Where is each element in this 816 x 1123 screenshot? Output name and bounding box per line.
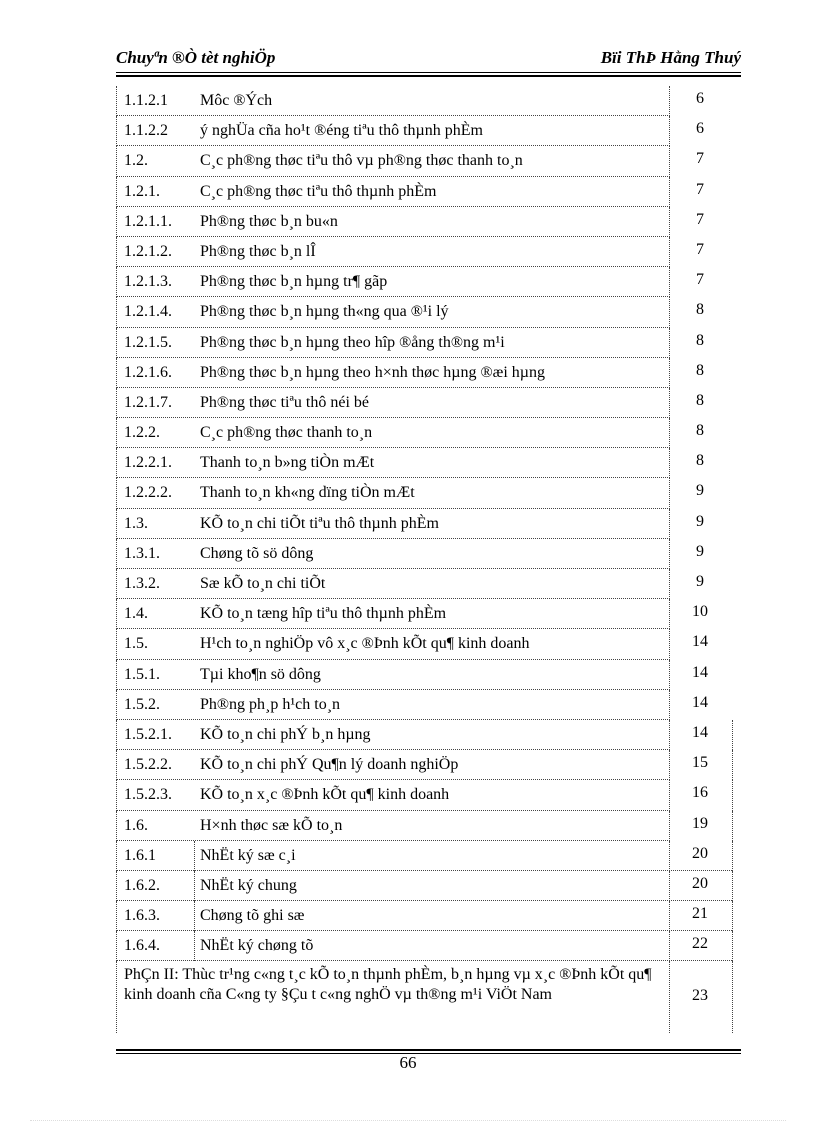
toc-row <box>116 599 732 629</box>
toc-number: 1.5.2.2. <box>124 756 172 774</box>
toc-page: 9 <box>696 512 704 530</box>
toc-page: 7 <box>696 271 704 289</box>
toc-page: 9 <box>696 573 704 590</box>
toc-left-border <box>116 841 117 871</box>
toc-row <box>116 116 732 146</box>
toc-title: KÕ to¸n x¸c ®Þnh kÕt qu¶ kinh doanh <box>200 786 450 804</box>
toc-number: 1.2.1.1. <box>124 212 172 230</box>
toc-page-divider <box>669 961 670 1033</box>
toc-page-divider <box>669 478 670 508</box>
toc-title: Sæ kÕ to¸n chi tiÕt <box>200 575 326 592</box>
toc-left-border <box>116 388 117 418</box>
toc-number: 1.6.2. <box>124 876 160 894</box>
toc-number: 1.5.2.1. <box>124 725 172 743</box>
toc-row <box>116 569 732 599</box>
page-bottom-edge <box>30 1120 786 1121</box>
toc-row <box>116 448 732 478</box>
toc-row <box>116 207 732 237</box>
toc-left-border <box>116 207 117 237</box>
toc-row <box>116 690 732 720</box>
toc-left-border <box>116 629 117 659</box>
toc-title: Tµi kho¶n sö dông <box>200 665 321 683</box>
toc-title: NhËt ký sæ c¸i <box>200 846 296 864</box>
toc-number: 1.5.2. <box>124 695 160 713</box>
toc-left-border <box>116 328 117 358</box>
toc-title: Ph®ng thøc b¸n hµng theo h×nh thøc hµng ®æi hµng <box>200 363 545 381</box>
toc-page-divider <box>669 841 670 871</box>
toc-row <box>116 841 732 871</box>
footer-rule-thick <box>116 1049 741 1051</box>
toc-row <box>116 629 732 659</box>
toc-title: Ph®ng thøc b¸n hµng theo hîp ®ång th®ng m¹i <box>200 333 505 351</box>
toc-number: 1.5.1. <box>124 665 160 683</box>
toc-row <box>116 388 732 418</box>
toc-row <box>116 418 732 448</box>
toc-page-divider <box>669 448 670 478</box>
toc-page: 19 <box>692 814 708 832</box>
toc-page-divider <box>669 720 670 750</box>
toc-left-border <box>116 871 117 901</box>
toc-left-border <box>116 237 117 267</box>
header-rule-thick <box>116 75 741 77</box>
toc-row <box>116 871 732 901</box>
toc-page: 10 <box>692 603 708 621</box>
toc-page: 9 <box>696 482 704 500</box>
toc-number: 1.2. <box>124 152 148 170</box>
toc-left-border <box>116 811 117 841</box>
toc-left-border <box>116 569 117 599</box>
header-title: Chuyªn ®Ò tèt nghiÖp <box>116 48 276 67</box>
toc-left-border <box>116 267 117 297</box>
toc-left-border <box>116 478 117 508</box>
toc-title: Ph®ng thøc b¸n hµng th«ng qua ®¹i lý <box>200 303 449 321</box>
toc-page-divider <box>669 750 670 780</box>
toc-page-divider <box>669 629 670 659</box>
toc-column-divider <box>194 841 195 871</box>
header-rule <box>116 72 741 73</box>
toc-page: 20 <box>692 844 708 862</box>
toc-page: 8 <box>696 361 704 379</box>
toc-row <box>116 750 732 780</box>
toc-title: Môc ®Ých <box>200 92 273 109</box>
toc-page: 8 <box>696 301 704 319</box>
toc-page-divider <box>669 388 670 418</box>
toc-title: Ph®ng thøc tiªu thô néi bé <box>200 393 369 411</box>
toc-left-border <box>116 901 117 931</box>
toc-page: 7 <box>696 210 704 228</box>
toc-page-divider <box>669 690 670 720</box>
toc-row <box>116 780 732 810</box>
toc-row <box>116 478 732 508</box>
toc-title: Chøng tõ ghi sæ <box>200 907 305 925</box>
toc-page: 23 <box>692 987 708 1005</box>
toc-right-border <box>732 750 733 780</box>
toc-row <box>116 901 732 931</box>
toc-page: 20 <box>692 874 708 892</box>
toc-page-divider <box>669 116 670 146</box>
toc-left-border <box>116 86 117 116</box>
toc-number: 1.3.2. <box>124 575 160 592</box>
toc-title: C¸c ph®ng thøc tiªu thô vµ ph®ng thøc thanh to¸n <box>200 152 523 170</box>
toc-title: H¹ch to¸n nghiÖp vô x¸c ®Þnh kÕt qu¶ kinh doanh <box>200 635 530 653</box>
toc-number: 1.6.4. <box>124 937 160 955</box>
toc-page-divider <box>669 328 670 358</box>
toc-right-border <box>732 871 733 901</box>
toc-page: 14 <box>692 633 708 651</box>
toc-page: 8 <box>696 452 704 470</box>
toc-left-border <box>116 418 117 448</box>
page-header <box>116 48 741 72</box>
toc-page-divider <box>669 297 670 327</box>
toc-right-border <box>732 720 733 750</box>
toc-left-border <box>116 146 117 176</box>
toc-page-divider <box>669 871 670 901</box>
toc-number: 1.4. <box>124 605 148 623</box>
toc-title: PhÇn II: Thùc tr¹ng c«ng t¸c kÕ to¸n thµnh phÈm, b¸n hµng vµ x¸c ®Þnh kÕt qu¶ kinh doanh cña C«ng ty §Çu t c«ng nghÖ vµ th®ng m¹i ViÖt Nam <box>124 966 652 1004</box>
toc-page: 14 <box>692 723 708 741</box>
toc-page: 9 <box>696 542 704 560</box>
toc-page-divider <box>669 509 670 539</box>
toc-page-divider <box>669 418 670 448</box>
toc-row <box>116 146 732 176</box>
toc-row <box>116 267 732 297</box>
toc-title: KÕ to¸n chi phÝ b¸n hµng <box>200 725 371 743</box>
toc-title: Thanh to¸n kh«ng dïng tiÒn mÆt <box>200 484 415 502</box>
toc-page: 7 <box>696 150 704 168</box>
toc-page: 21 <box>692 905 708 923</box>
toc-left-border <box>116 448 117 478</box>
toc-number: 1.5. <box>124 635 148 653</box>
toc-left-border <box>116 116 117 146</box>
toc-page-divider <box>669 237 670 267</box>
toc-title: Ph®ng thøc b¸n hµng tr¶ gãp <box>200 273 388 291</box>
toc-left-border <box>116 297 117 327</box>
toc-title: NhËt ký chung <box>200 876 297 894</box>
toc-row <box>116 811 732 841</box>
toc-page-divider <box>669 931 670 961</box>
toc-row-part-ii <box>116 961 732 1033</box>
toc-row <box>116 660 732 690</box>
toc-page: 7 <box>696 240 704 258</box>
toc-number: 1.6.1 <box>124 846 156 864</box>
toc-title: KÕ to¸n tæng hîp tiªu thô thµnh phÈm <box>200 605 447 623</box>
toc-page: 7 <box>696 180 704 198</box>
toc-right-border <box>732 811 733 841</box>
toc-page-divider <box>669 146 670 176</box>
toc-title: Chøng tõ sö dông <box>200 544 314 562</box>
toc-number: 1.2.1.2. <box>124 242 172 260</box>
toc-left-border <box>116 961 117 1033</box>
toc-right-border <box>732 931 733 961</box>
toc-left-border <box>116 358 117 388</box>
toc-column-divider <box>194 901 195 931</box>
toc-left-border <box>116 720 117 750</box>
toc-page: 8 <box>696 391 704 409</box>
toc-page-divider <box>669 177 670 207</box>
toc-number: 1.1.2.2 <box>124 122 168 140</box>
toc-right-border <box>732 961 733 1033</box>
toc-page-divider <box>669 811 670 841</box>
toc-page-divider <box>669 599 670 629</box>
toc-number: 1.2.1.6. <box>124 363 172 381</box>
toc-page-divider <box>669 207 670 237</box>
toc-row <box>116 177 732 207</box>
toc-number: 1.6.3. <box>124 907 160 925</box>
toc-row <box>116 86 732 116</box>
toc-page: 8 <box>696 331 704 349</box>
toc-number: 1.2.1.5. <box>124 333 172 351</box>
toc-row <box>116 328 732 358</box>
toc-page-divider <box>669 569 670 599</box>
toc-row <box>116 237 732 267</box>
toc-page: 16 <box>692 784 708 802</box>
toc-page-divider <box>669 901 670 931</box>
toc-page: 22 <box>692 935 708 953</box>
toc-page: 14 <box>692 663 708 681</box>
toc-left-border <box>116 750 117 780</box>
toc-row <box>116 358 732 388</box>
toc-page-divider <box>669 267 670 297</box>
toc-number: 1.3.1. <box>124 544 160 562</box>
toc-left-border <box>116 177 117 207</box>
toc-title: ý nghÜa cña ho¹t ®éng tiªu thô thµnh phÈm <box>200 122 483 140</box>
toc-number: 1.2.2.1. <box>124 454 172 472</box>
toc-column-divider <box>194 871 195 901</box>
toc-number: 1.2.2.2. <box>124 484 172 502</box>
toc-title: Ph®ng thøc b¸n lÎ <box>200 242 316 260</box>
toc-page: 14 <box>692 693 708 711</box>
toc-title: Thanh to¸n b»ng tiÒn mÆt <box>200 454 375 472</box>
page-number: 66 <box>399 1053 417 1072</box>
toc-right-border <box>732 901 733 931</box>
toc-number: 1.2.1. <box>124 182 160 200</box>
toc-column-divider <box>194 931 195 961</box>
toc-number: 1.2.1.7. <box>124 393 172 411</box>
toc-title: H×nh thøc sæ kÕ to¸n <box>200 816 343 834</box>
toc-page-divider <box>669 539 670 569</box>
toc-left-border <box>116 599 117 629</box>
toc-right-border <box>732 841 733 871</box>
toc-left-border <box>116 690 117 720</box>
toc-title: Ph®ng thøc b¸n bu«n <box>200 212 338 230</box>
toc-number: 1.5.2.3. <box>124 786 172 804</box>
toc-page-divider <box>669 780 670 810</box>
toc-left-border <box>116 780 117 810</box>
table-of-contents <box>116 86 732 1033</box>
toc-title: C¸c ph®ng thøc tiªu thô thµnh phÈm <box>200 182 437 200</box>
toc-row <box>116 509 732 539</box>
toc-row <box>116 539 732 569</box>
toc-row <box>116 297 732 327</box>
toc-page: 8 <box>696 422 704 440</box>
toc-row <box>116 720 732 750</box>
toc-number: 1.3. <box>124 514 148 532</box>
toc-row <box>116 931 732 961</box>
toc-title: C¸c ph®ng thøc thanh to¸n <box>200 424 373 442</box>
toc-right-border <box>732 780 733 810</box>
toc-number: 1.1.2.1 <box>124 92 168 109</box>
toc-page: 6 <box>696 90 704 107</box>
toc-left-border <box>116 931 117 961</box>
toc-page-divider <box>669 358 670 388</box>
toc-left-border <box>116 509 117 539</box>
toc-number: 1.6. <box>124 816 148 834</box>
toc-left-border <box>116 539 117 569</box>
toc-page-divider <box>669 86 670 116</box>
toc-number: 1.2.2. <box>124 424 160 442</box>
header-author: Bïi ThÞ Hằng Thuý <box>600 48 741 67</box>
toc-title: NhËt ký chøng tõ <box>200 937 314 955</box>
toc-page: 6 <box>696 120 704 138</box>
toc-title: KÕ to¸n chi tiÕt tiªu thô thµnh phÈm <box>200 514 439 532</box>
toc-number: 1.2.1.4. <box>124 303 172 321</box>
toc-title: KÕ to¸n chi phÝ Qu¶n lý doanh nghiÖp <box>200 756 459 774</box>
toc-page-divider <box>669 660 670 690</box>
toc-left-border <box>116 660 117 690</box>
toc-number: 1.2.1.3. <box>124 273 172 291</box>
toc-title: Ph®ng ph¸p h¹ch to¸n <box>200 695 341 713</box>
toc-page: 15 <box>692 754 708 772</box>
